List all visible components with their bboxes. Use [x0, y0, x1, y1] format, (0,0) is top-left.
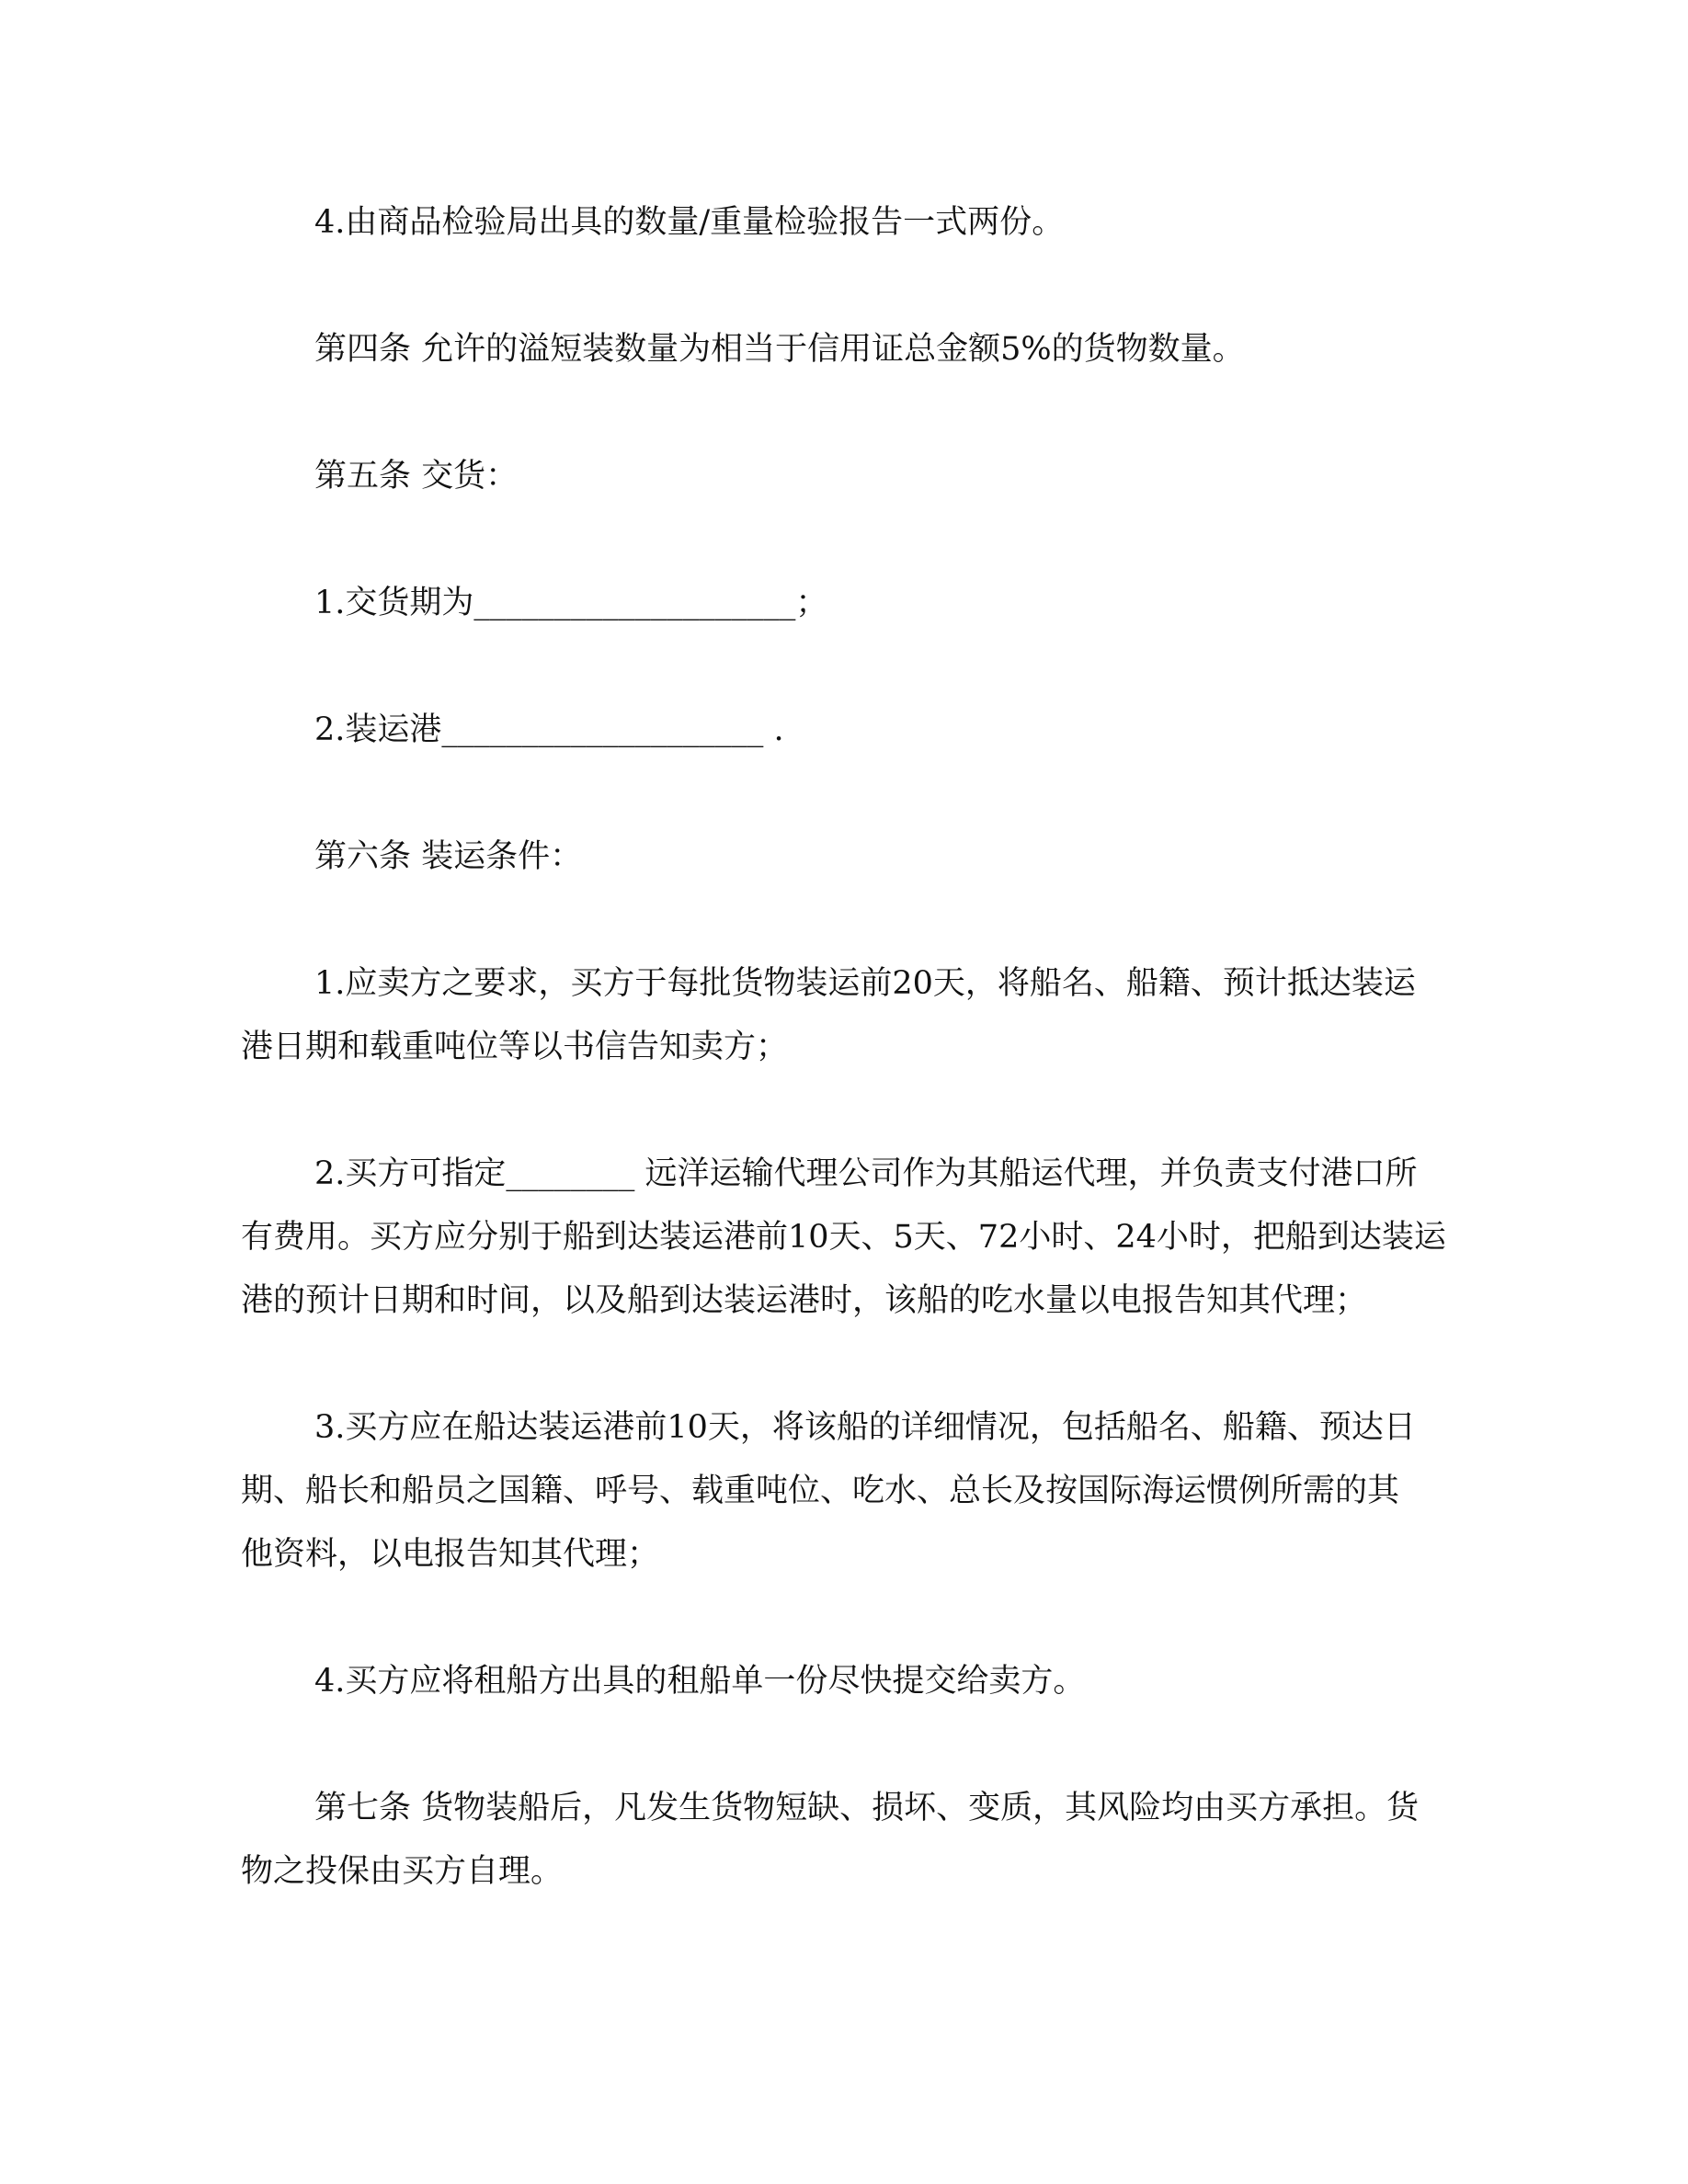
paragraph-line: 2.装运港____________________ . [314, 711, 784, 748]
paragraph-line: 1.交货期为____________________； [314, 585, 828, 621]
paragraph-article-7 [241, 1777, 1450, 1904]
paragraph-line: 第四条 允许的溢短装数量为相当于信用证总金额5%的货物数量。 [314, 331, 1245, 368]
paragraph-article-6-heading [241, 825, 1450, 889]
paragraph-line: 第六条 装运条件： [314, 838, 583, 875]
paragraph-article-5-heading [241, 445, 1450, 508]
paragraph-line: 有费用。买方应分别于船到达装运港前10天、5天、72小时、24小时，把船到达装运 [241, 1219, 1446, 1256]
paragraph-line: 3.买方应在船达装运港前10天，将该船的详细情况，包括船名、船籍、预达日 [314, 1409, 1416, 1446]
paragraph-line: 2.买方可指定________ 远洋运输代理公司作为其船运代理，并负责支付港口所 [314, 1155, 1418, 1192]
paragraph-charter-party [241, 1650, 1450, 1713]
paragraph-loading-port [241, 699, 1450, 762]
paragraph-line: 期、船长和船员之国籍、呼号、载重吨位、吃水、总长及按国际海运惯例所需的其 [241, 1473, 1400, 1509]
paragraph-vessel-details [241, 1396, 1450, 1587]
paragraph-line: 物之投保由买方自理。 [241, 1853, 564, 1890]
paragraph-inspection-report [241, 191, 1450, 255]
paragraph-line: 4.买方应将租船方出具的租船单一份尽快提交给卖方。 [314, 1663, 1086, 1700]
paragraph-shipping-agent [241, 1143, 1450, 1333]
paragraph-line: 港的预计日期和时间，以及船到达装运港时，该船的吃水量以电报告知其代理； [241, 1282, 1368, 1319]
paragraph-line: 第五条 交货： [314, 458, 519, 495]
paragraph-line: 4.由商品检验局出具的数量/重量检验报告一式两份。 [314, 204, 1065, 241]
paragraph-line: 他资料，以电报告知其代理； [241, 1536, 660, 1573]
paragraph-line: 第七条 货物装船后，凡发生货物短缺、损坏、变质，其风险均由买方承担。货 [314, 1790, 1420, 1826]
paragraph-line: 港日期和载重吨位等以书信告知卖方； [241, 1029, 789, 1065]
paragraph-shipping-notice [241, 952, 1450, 1079]
paragraph-article-4 [241, 318, 1450, 381]
paragraph-delivery-period [241, 572, 1450, 635]
paragraph-line: 1.应卖方之要求，买方于每批货物装运前20天，将船名、船籍、预计抵达装运 [314, 965, 1416, 1002]
